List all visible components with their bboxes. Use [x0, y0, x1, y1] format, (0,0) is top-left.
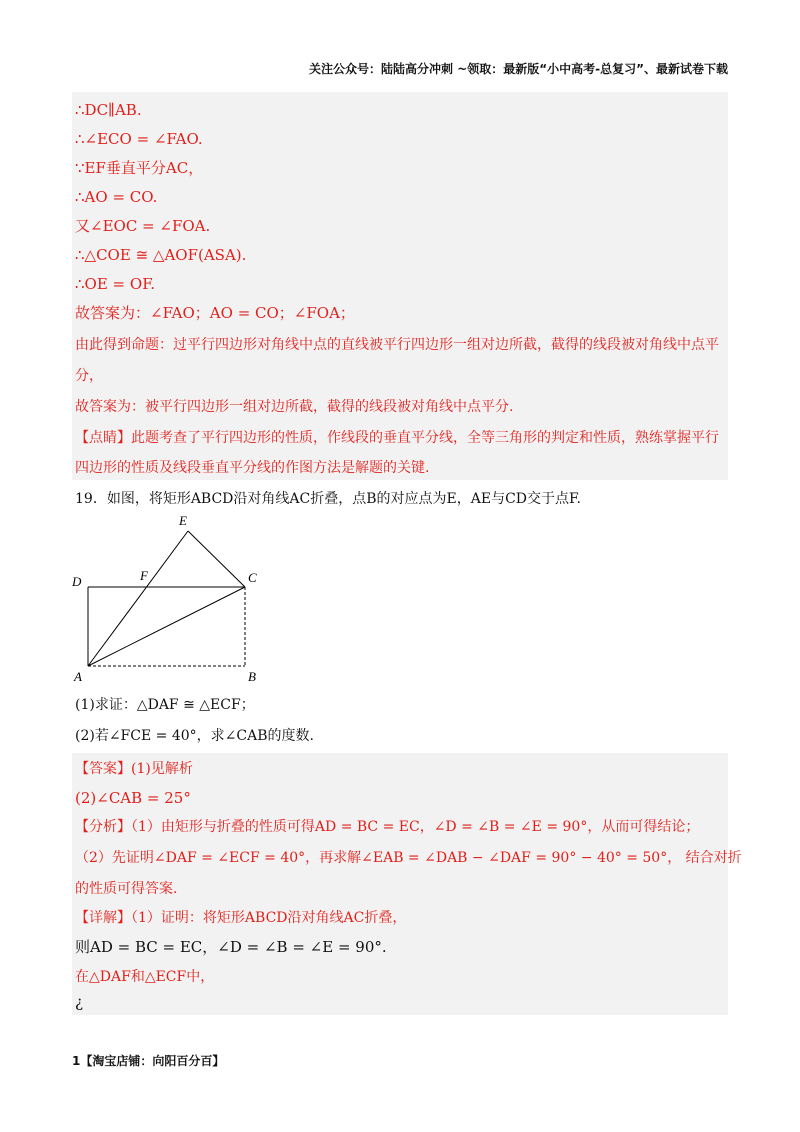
- solution-line: 故答案为：∠FAO；AO = CO；∠FOA；: [75, 304, 355, 322]
- analysis-line: （2）先证明∠DAF = ∠ECF = 40°，再求解∠EAB = ∠DAB − ∠DAF = 90° − 40° = 50°， 结合对折: [75, 850, 742, 866]
- solution-line: ∴∠ECO = ∠FAO.: [75, 130, 203, 148]
- solution-line: 四边形的性质及线段垂直平分线的作图方法是解题的关键.: [75, 460, 430, 476]
- solution-line: ∵EF垂直平分AC，: [75, 159, 204, 177]
- solution-line: 由此得到命题：过平行四边形对角线中点的直线被平行四边形一组对边所截，截得的线段被对角线中点平: [75, 337, 719, 353]
- question-part2: (2)若∠FCE = 40°，求∠CAB的度数.: [75, 728, 314, 744]
- detail-line: 在△DAF和△ECF中，: [75, 969, 215, 985]
- answer-line: 【答案】(1)见解析: [75, 761, 193, 777]
- page-header: 关注公众号：陆陆高分冲刺 ~领取：最新版“小中高考-总复习”、最新试卷下载: [309, 62, 728, 76]
- segment-ac: [88, 587, 245, 666]
- solution-line: 故答案为：被平行四边形一组对边所截，截得的线段被对角线中点平分.: [75, 399, 514, 415]
- solution-line: ∴AO = CO.: [75, 188, 158, 206]
- solution-line: 【点睛】此题考查了平行四边形的性质，作线段的垂直平分线，全等三角形的判定和性质，熟练掌握平行: [75, 430, 719, 446]
- label-e: E: [179, 513, 187, 528]
- detail-line: 则AD = BC = EC，∠D = ∠B = ∠E = 90°.: [75, 938, 387, 956]
- label-d: D: [72, 574, 82, 589]
- solution-highlight-top: [72, 92, 728, 480]
- geometry-figure: [60, 505, 280, 685]
- page-footer: 1【淘宝店铺：向阳百分百】: [72, 1054, 225, 1068]
- segment-ec: [188, 531, 245, 587]
- solution-line: ∴OE = OF.: [75, 275, 156, 293]
- solution-line: ∴DC∥AB.: [75, 101, 142, 119]
- solution-line: 分，: [75, 368, 103, 384]
- answer-line: (2)∠CAB = 25°: [75, 789, 191, 807]
- segment-ae: [88, 531, 188, 666]
- label-f: F: [140, 568, 148, 583]
- solution-line: ∴△COE ≅ △AOF(ASA).: [75, 246, 247, 264]
- detail-line: ¿: [75, 993, 84, 1011]
- question-part1: (1)求证：△DAF ≅ △ECF；: [75, 697, 255, 713]
- analysis-line: 的性质可得答案.: [75, 881, 178, 897]
- label-a: A: [74, 669, 82, 684]
- label-c: C: [248, 570, 257, 585]
- label-b: B: [248, 669, 256, 684]
- analysis-line: 【分析】（1）由矩形与折叠的性质可得AD = BC = EC，∠D = ∠B = ∠E = 90°，从而可得结论；: [75, 819, 700, 835]
- solution-line: 又∠EOC = ∠FOA.: [75, 217, 211, 235]
- question-stem: 19．如图，将矩形ABCD沿对角线AC折叠，点B的对应点为E，AE与CD交于点F.: [75, 491, 581, 507]
- detail-line: 【详解】（1）证明：将矩形ABCD沿对角线AC折叠，: [75, 910, 407, 926]
